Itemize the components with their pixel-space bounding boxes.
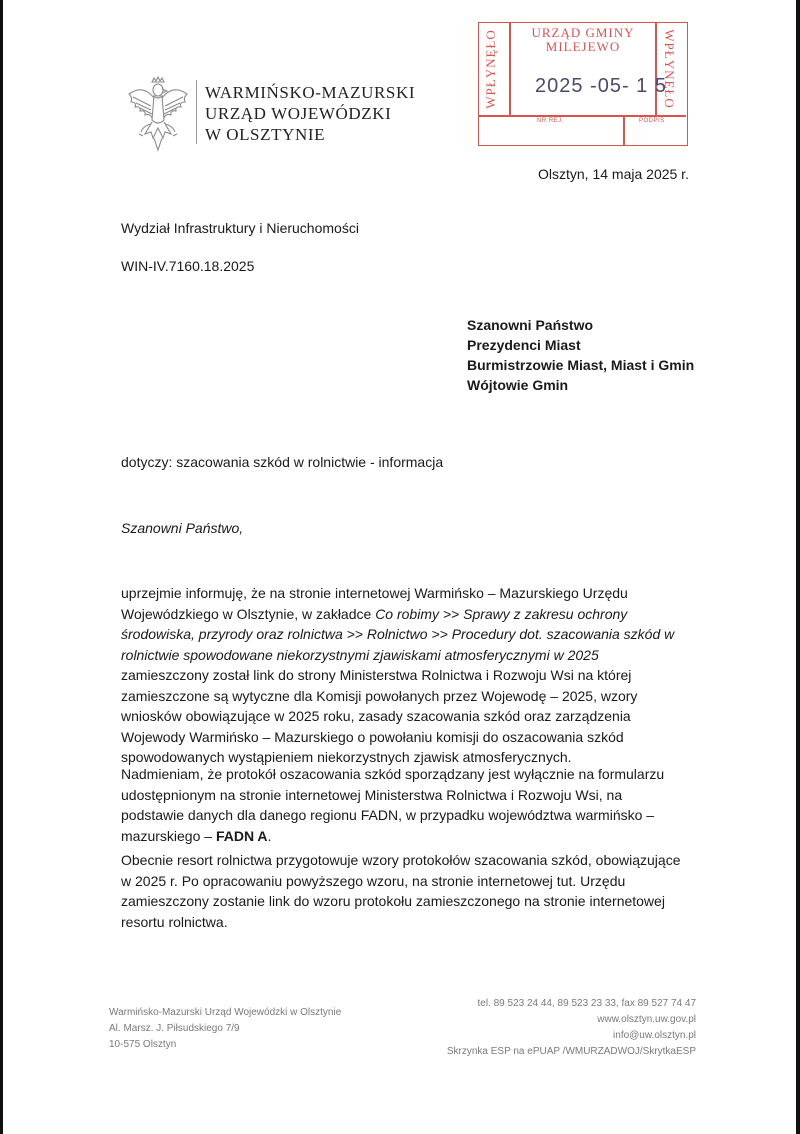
paragraph-1-text-b: zamieszczony został link do strony Ministerstwa Rolnictwa i Rozwoju Wsi na której zamieszczone są wytyczne dla Komisji powołanych przez Wojewodę – 2025, wzory wniosków obowiązujące w 2025 roku, zasady szacowania szkód oraz zarządzenia Wojewody Warmińsko – Mazurskiego o powołaniu komisji do oszacowania szkód spowodowanych wystąpieniem niekorzystnych zjawisk atmosferycznych. xyxy=(121,667,638,765)
paragraph-1-menu-path: Co robimy >> Sprawy z zakresu ochrony środowiska, przyrody oraz rolnictwa >> Rolnictwo >> Procedury dot. szacowania szkód w rolnictwie spowodowane niekorzystnymi zjawiskami atmosferycznymi w 2025 xyxy=(121,605,675,663)
department: Wydział Infrastruktury i Nieruchomości xyxy=(121,220,359,236)
footer-epuap: Skrzynka ESP na ePUAP /WMURZADWOJ/SkrytkaESP xyxy=(446,1046,696,1057)
scan-edge-left xyxy=(0,0,3,1134)
addressee-line-2: Prezydenci Miast xyxy=(467,337,581,353)
office-name-line-1: WARMIŃSKO-MAZURSKI xyxy=(205,83,416,102)
footer-address-line-2: Al. Marsz. J. Piłsudskiego 7/9 xyxy=(109,1023,240,1034)
office-name-line-2: URZĄD WOJEWÓDZKI xyxy=(205,104,392,123)
stamp-side-right: WPŁYNĘŁO xyxy=(661,29,677,109)
place-date: Olsztyn, 14 maja 2025 r. xyxy=(538,166,689,182)
stamp-signature-label: PODPIS xyxy=(639,118,665,124)
paragraph-2-fadn: FADN A xyxy=(215,827,268,844)
footer-website: www.olsztyn.uw.gov.pl xyxy=(597,1014,696,1025)
addressee-line-3: Burmistrzowie Miast, Miast i Gmin xyxy=(467,357,695,373)
addressee-line-4: Wójtowie Gmin xyxy=(467,377,569,393)
paragraph-1 xyxy=(121,583,681,768)
stamp-side-left: WPŁYNĘŁO xyxy=(482,29,498,109)
stamp-date: 2025 -05- 1 5 xyxy=(535,75,667,97)
addressee-line-1: Szanowni Państwo xyxy=(467,317,594,333)
scan-edge-right xyxy=(796,0,800,1134)
stamp-nr-label: NR REJ. xyxy=(537,118,564,124)
paragraph-2-text-a: Nadmieniam, że protokół oszacowania szkód sporządzany jest wyłącznie na formularzu udostępnionym na stronie internetowej Ministerstwa Rolnictwa i Rozwoju Wsi, na podstawie danych dla danego regionu FADN, w przypadku województwa warmińsko – mazurskiego – xyxy=(121,766,665,844)
footer-address-line-3: 10-575 Olsztyn xyxy=(109,1039,177,1050)
stamp-office-name: URZĄD GMINY xyxy=(531,25,635,40)
footer-email: info@uw.olsztyn.pl xyxy=(613,1030,696,1041)
paragraph-2 xyxy=(121,764,681,846)
paragraph-1-text-a: uprzejmie informuję, że na stronie internetowej Warmińsko – Mazurskiego Urzędu Wojewódzkiego w Olsztynie, w zakładce xyxy=(121,585,628,622)
footer-phone: tel. 89 523 24 44, 89 523 23 33, fax 89 527 74 47 xyxy=(477,998,696,1009)
reference-number: WIN-IV.7160.18.2025 xyxy=(121,258,255,274)
footer-address-line-1: Warmińsko-Mazurski Urząd Wojewódzki w Olsztynie xyxy=(109,1007,342,1018)
subject: dotyczy: szacowania szkód w rolnictwie - informacja xyxy=(121,454,444,470)
office-name-line-3: W OLSZTYNIE xyxy=(205,125,326,144)
polish-eagle-icon xyxy=(125,76,191,152)
salutation: Szanowni Państwo, xyxy=(121,520,244,536)
stamp-office-town: MILEJEWO xyxy=(545,39,621,54)
logo-divider xyxy=(196,80,197,144)
paragraph-2-text-b: . xyxy=(267,827,272,844)
received-stamp xyxy=(478,22,688,146)
paragraph-3: Obecnie resort rolnictwa przygotowuje wzory protokołów szacowania szkód, obowiązujące w 2025 r. Po opracowaniu powyższego wzoru, na stronie internetowej tut. Urzędu zamieszczony zostanie link do wzoru protokołu zamieszczonego na stronie internetowej resortu rolnictwa. xyxy=(121,852,681,930)
